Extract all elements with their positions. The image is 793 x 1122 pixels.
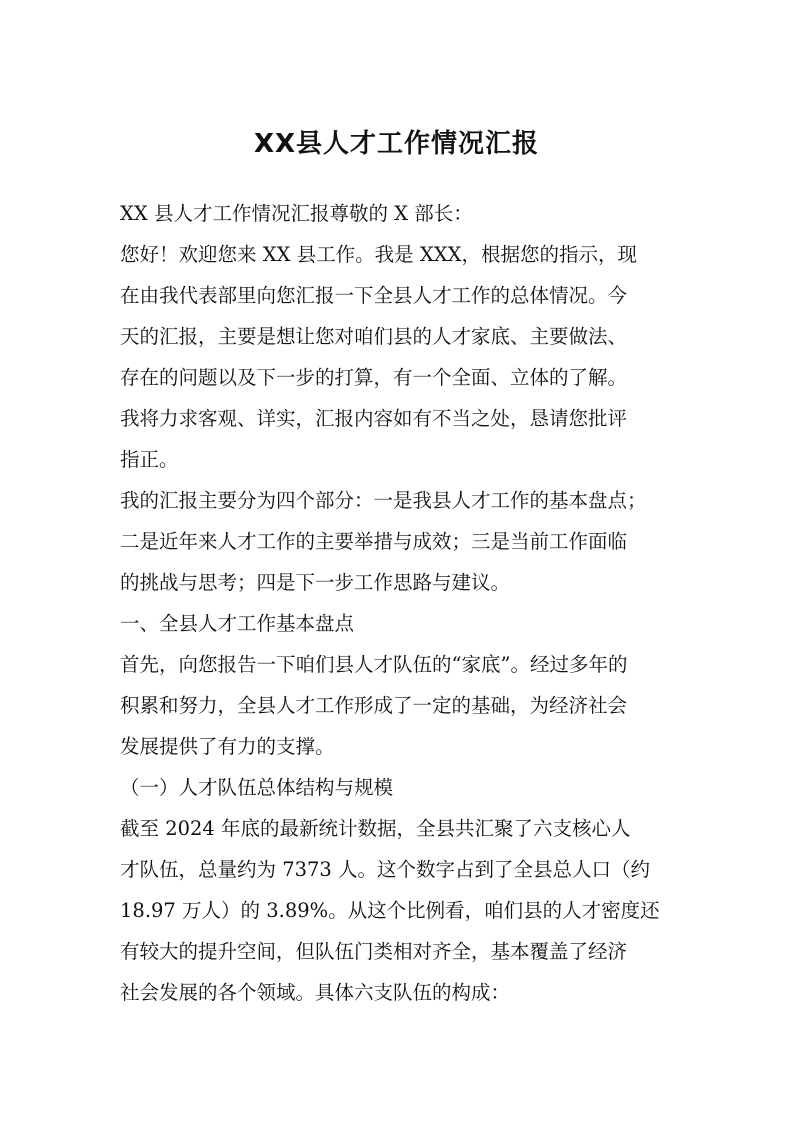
body-line: 在由我代表部里向您汇报一下全县人才工作的总体情况。今 bbox=[120, 284, 628, 307]
body-line: 才队伍，总量约为 7373 人。这个数字占到了全县总人口（约 bbox=[120, 858, 651, 881]
body-line: 截至 2024 年底的最新统计数据，全县共汇聚了六支核心人 bbox=[120, 817, 631, 840]
body-line: 我将力求客观、详实，汇报内容如有不当之处，恳请您批评 bbox=[120, 407, 628, 430]
body-line: 我的汇报主要分为四个部分：一是我县人才工作的基本盘点； bbox=[120, 489, 647, 512]
body-line: XX 县人才工作情况汇报尊敬的 X 部长： bbox=[120, 202, 473, 225]
body-line: 18.97 万人）的 3.89%。从这个比例看，咱们县的人才密度还 bbox=[120, 899, 660, 922]
body-line: 的挑战与思考；四是下一步工作思路与建议。 bbox=[120, 571, 511, 594]
body-line: 天的汇报，主要是想让您对咱们县的人才家底、主要做法、 bbox=[120, 325, 628, 348]
body-line: 首先，向您报告一下咱们县人才队伍的“家底”。经过多年的 bbox=[120, 653, 628, 676]
document-title: XX县人才工作情况汇报 bbox=[253, 129, 540, 159]
section-heading: 一、全县人才工作基本盘点 bbox=[120, 612, 355, 635]
body-line: 有较大的提升空间，但队伍门类相对齐全，基本覆盖了经济 bbox=[120, 940, 628, 963]
document-body bbox=[120, 193, 686, 1013]
body-line: 存在的问题以及下一步的打算，有一个全面、立体的了解。 bbox=[120, 366, 628, 389]
subsection-heading: （一）人才队伍总体结构与规模 bbox=[120, 776, 394, 799]
body-line: 积累和努力，全县人才工作形成了一定的基础，为经济社会 bbox=[120, 694, 628, 717]
body-line: 发展提供了有力的支撑。 bbox=[120, 735, 335, 758]
body-line: 您好！欢迎您来 XX 县工作。我是 XXX，根据您的指示，现 bbox=[120, 243, 638, 266]
body-line: 二是近年来人才工作的主要举措与成效；三是当前工作面临 bbox=[120, 530, 628, 553]
body-line: 社会发展的各个领域。具体六支队伍的构成： bbox=[120, 981, 511, 1004]
body-line: 指正。 bbox=[120, 448, 179, 471]
